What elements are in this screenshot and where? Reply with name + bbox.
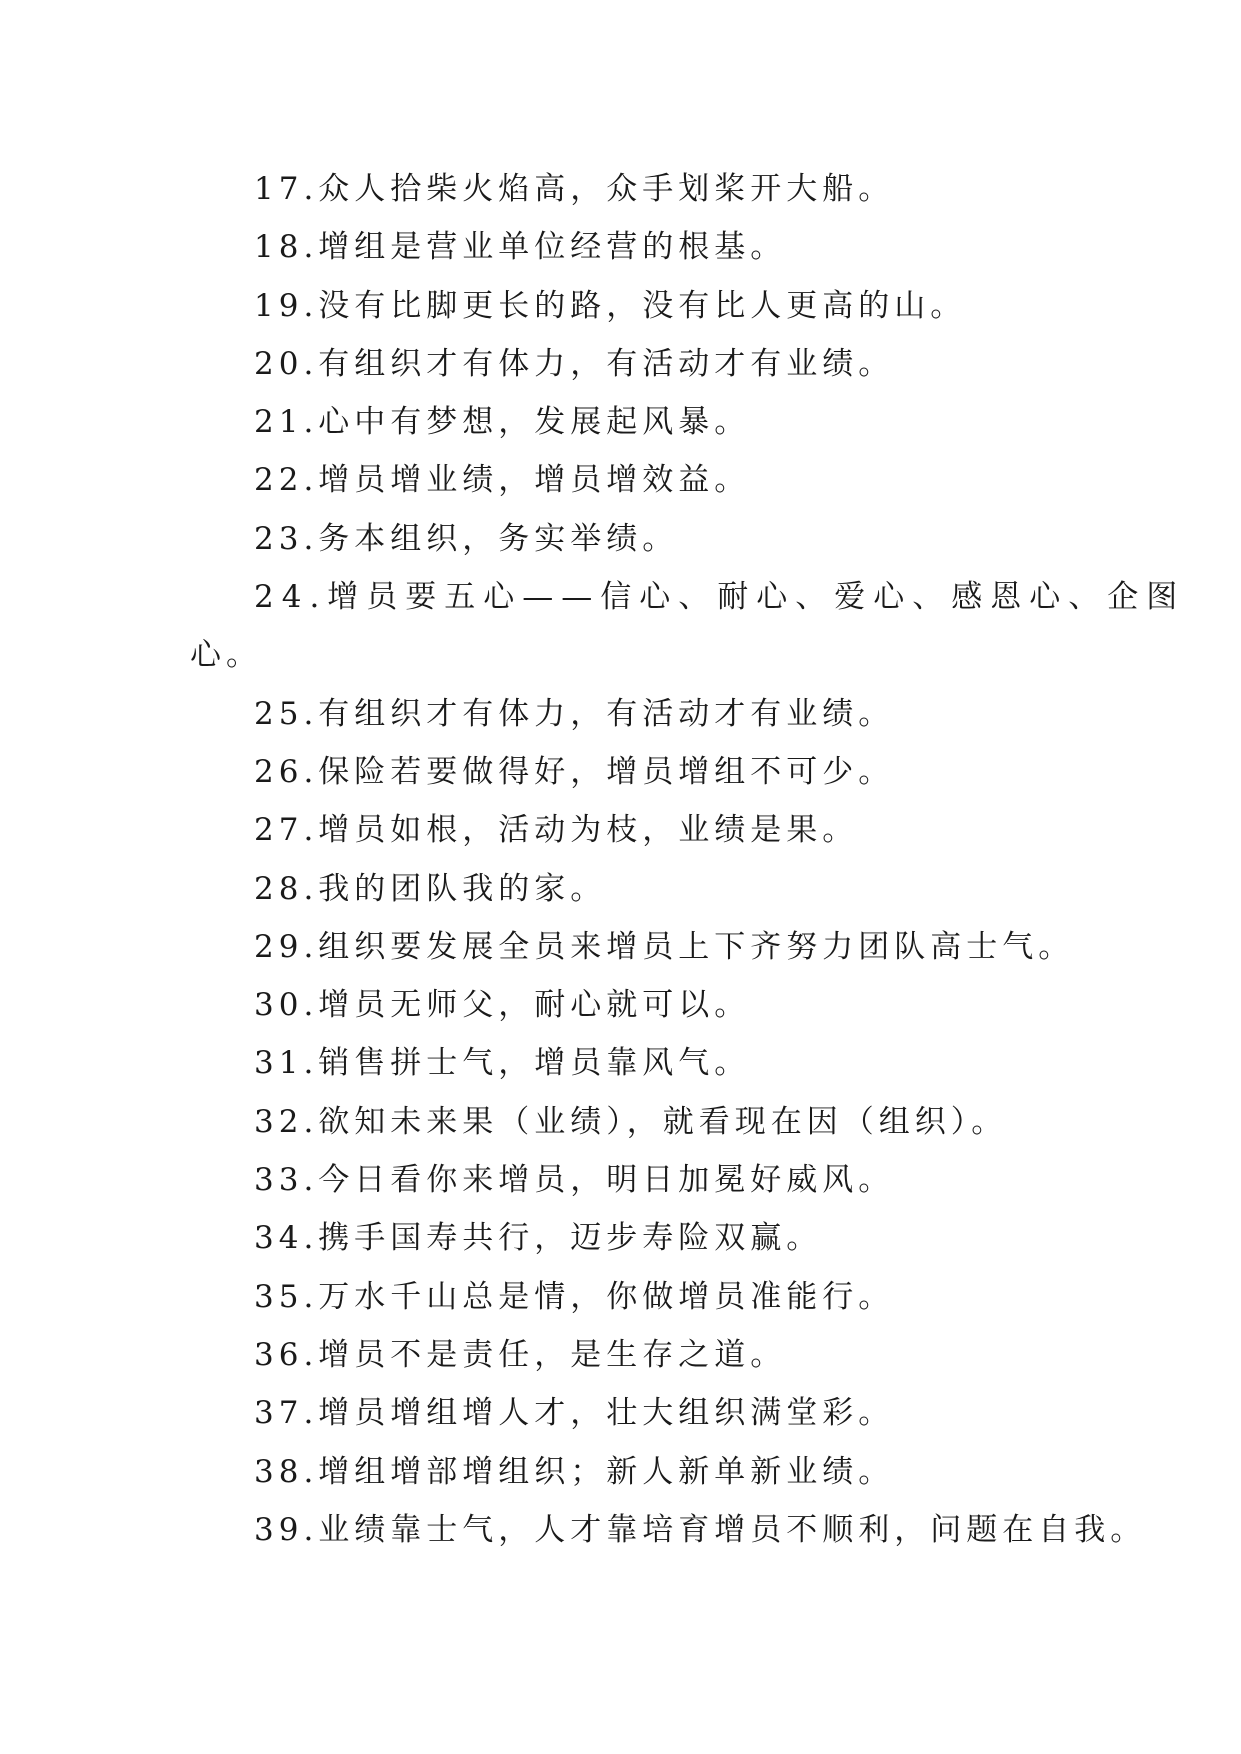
slogan-line-22: 22.增员增业绩，增员增效益。 [254,462,751,499]
slogan-line-37: 37.增员增组增人才，壮大组织满堂彩。 [254,1395,895,1432]
slogan-line-39: 39.业绩靠士气，人才靠培育增员不顺利，问题在自我。 [254,1511,1147,1548]
slogan-line-30: 30.增员无师父，耐心就可以。 [254,987,751,1024]
slogan-line-26: 26.保险若要做得好，增员增组不可少。 [254,753,895,790]
slogan-line-17: 17.众人拾柴火焰高，众手划桨开大船。 [254,171,895,207]
slogan-line-28: 28.我的团队我的家。 [254,870,607,907]
slogan-line-23: 23.务本组织，务实举绩。 [254,520,679,557]
slogan-line-35: 35.万水千山总是情，你做增员准能行。 [254,1278,895,1315]
slogan-line-18: 18.增组是营业单位经营的根基。 [254,229,787,266]
slogan-line-33: 33.今日看你来增员，明日加冕好威风。 [254,1162,895,1199]
slogan-line-24-continued: 心。 [190,637,262,674]
slogan-list [190,160,1186,1559]
slogan-line-21: 21.心中有梦想，发展起风暴。 [254,404,751,441]
slogan-line-38: 38.增组增部增组织；新人新单新业绩。 [254,1453,895,1490]
slogan-line-32: 32.欲知未来果（业绩），就看现在因（组织）。 [254,1103,1008,1140]
slogan-line-31: 31.销售拼士气，增员靠风气。 [254,1045,751,1082]
slogan-line-27: 27.增员如根，活动为枝，业绩是果。 [254,812,859,849]
slogan-line-29: 29.组织要发展全员来增员上下齐努力团队高士气。 [254,928,1075,965]
slogan-line-20: 20.有组织才有体力，有活动才有业绩。 [254,345,895,382]
slogan-line-25: 25.有组织才有体力，有活动才有业绩。 [254,695,895,732]
slogan-line-24: 24.增员要五心——信心、耐心、爱心、感恩心、企图 [254,579,1186,616]
slogan-line-36: 36.增员不是责任，是生存之道。 [254,1336,787,1373]
slogan-line-19: 19.没有比脚更长的路，没有比人更高的山。 [254,287,967,324]
slogan-line-34: 34.携手国寿共行，迈步寿险双赢。 [254,1220,823,1257]
